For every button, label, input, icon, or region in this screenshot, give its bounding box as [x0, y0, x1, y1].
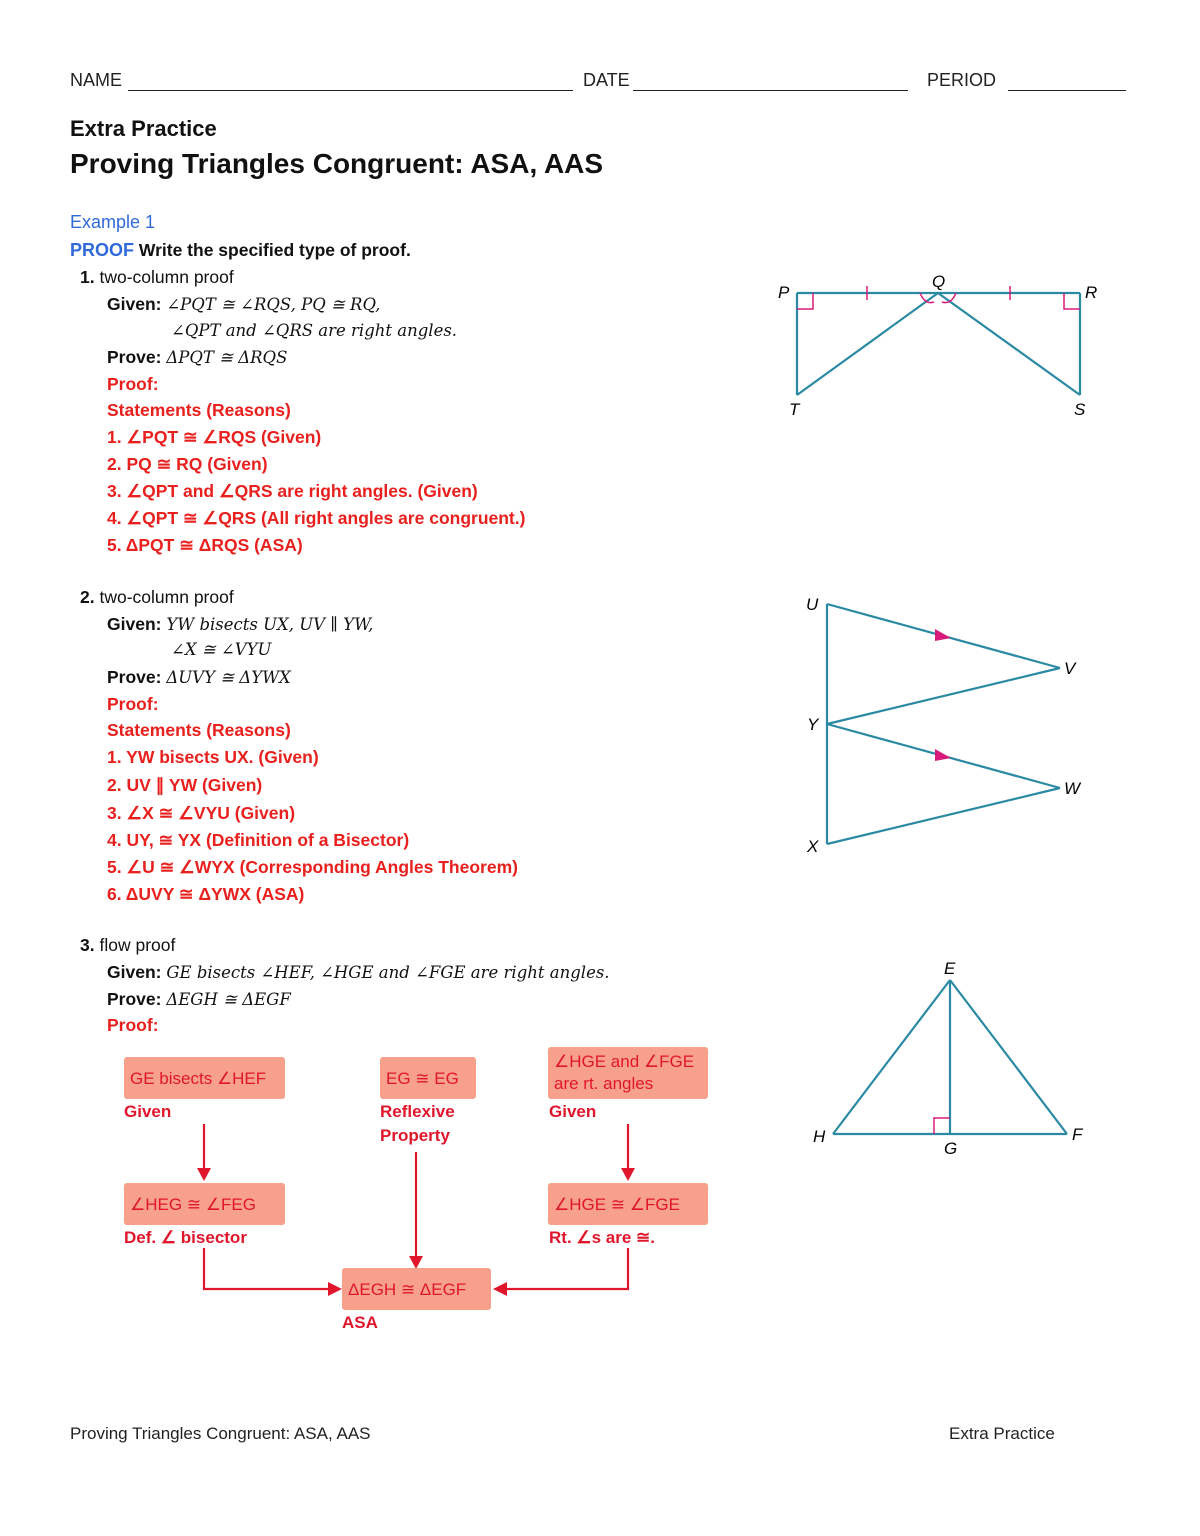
problem2-statement-4: 4. UY, ≅ YX (Definition of a Bisector): [107, 830, 410, 850]
page-subtitle: Extra Practice: [70, 116, 217, 141]
date-label: DATE: [583, 70, 630, 90]
flow-box-conclusion: ΔEGH ≅ ΔEGF: [342, 1268, 491, 1310]
problem2-type: two-column proof: [99, 587, 234, 607]
flow-reason-reflexive-line2: Property: [380, 1126, 450, 1145]
problem1-statement-1: 1. ∠PQT ≅ ∠RQS (Given): [107, 427, 322, 447]
vertex-label-u: U: [806, 595, 819, 614]
name-label: NAME: [70, 70, 123, 90]
problem3-type: flow proof: [99, 935, 176, 955]
footer-right: Extra Practice: [949, 1424, 1055, 1443]
problem3-number: 3.: [80, 935, 95, 955]
vertex-label-e: E: [944, 959, 956, 978]
vertex-label-h: H: [813, 1127, 826, 1146]
flow-box-right-angles-line1: ∠HGE and ∠FGE: [554, 1052, 695, 1071]
flow-reason-def-bisector: Def. ∠ bisector: [124, 1228, 247, 1247]
flow-reason-asa: ASA: [342, 1313, 378, 1332]
flow-box-right-angles-line2: are rt. angles: [554, 1074, 654, 1093]
vertex-label-v: V: [1064, 659, 1076, 678]
flow-reason-given-3: Given: [549, 1102, 597, 1121]
vertex-label-q: Q: [932, 272, 946, 291]
problem1-statement-5: 5. ΔPQT ≅ ΔRQS (ASA): [107, 535, 303, 555]
problem3-prove-statement: ΔEGH ≅ ΔEGF: [166, 990, 291, 1009]
flow-reason-given-1: Given: [124, 1102, 172, 1121]
problem2-statement-1: 1. YW bisects UX. (Given): [107, 747, 319, 767]
flow-box-angle-heg-feg: ∠HEG ≅ ∠FEG: [124, 1183, 285, 1225]
proof-keyword: PROOF: [70, 240, 135, 260]
problem1-prove-statement: ΔPQT ≅ ΔRQS: [166, 348, 288, 367]
period-label: PERIOD: [927, 70, 997, 90]
prove-label: Prove:: [107, 347, 162, 367]
flow-box-angle-hge-fge: ∠HGE ≅ ∠FGE: [548, 1183, 708, 1225]
vertex-label-t: T: [789, 400, 800, 419]
vertex-label-p: P: [778, 283, 790, 302]
problem2-statement-2: 2. UV ∥ YW (Given): [107, 775, 263, 795]
problem2-prove-statement: ΔUVY ≅ ΔYWX: [166, 668, 291, 687]
footer-left: Proving Triangles Congruent: ASA, AAS: [70, 1424, 371, 1443]
problem2-given-line2: ∠X ≅ ∠VYU: [171, 640, 272, 659]
vertex-label-r: R: [1085, 283, 1098, 302]
example-label: Example 1: [70, 212, 156, 232]
problem2-statement-6: 6. ΔUVY ≅ ΔYWX (ASA): [107, 884, 305, 904]
flow-reason-reflexive-line1: Reflexive: [380, 1102, 455, 1121]
instruction-text: Write the specified type of proof.: [138, 240, 411, 260]
problem1-number: 1.: [80, 267, 95, 287]
problem2-statement-3: 3. ∠X ≅ ∠VYU (Given): [107, 803, 296, 823]
problem1-statement-3: 3. ∠QPT and ∠QRS are right angles. (Given): [107, 481, 478, 501]
given-label: Given:: [107, 962, 162, 982]
flow-box-right-angles: [548, 1047, 708, 1099]
page-title: Proving Triangles Congruent: ASA, AAS: [70, 148, 604, 179]
problem1-statement-2: 2. PQ ≅ RQ (Given): [107, 454, 268, 474]
problem2-given-line1: YW bisects UX, UV ∥ YW,: [166, 615, 374, 634]
problem1-proof-label: Proof:: [107, 374, 159, 394]
vertex-label-w: W: [1064, 779, 1081, 798]
given-label: Given:: [107, 294, 162, 314]
problem2-proof-label: Proof:: [107, 694, 159, 714]
problem3-given-text: GE bisects ∠HEF, ∠HGE and ∠FGE are right angles.: [166, 963, 610, 982]
vertex-label-x: X: [807, 837, 819, 856]
problem1-type: two-column proof: [99, 267, 234, 287]
vertex-label-g: G: [944, 1139, 958, 1158]
problem2-statements-header: Statements (Reasons): [107, 720, 291, 740]
problem3-proof-label: Proof:: [107, 1015, 159, 1035]
flow-reason-reflexive: [380, 1100, 455, 1148]
problem1-statements-header: Statements (Reasons): [107, 400, 291, 420]
problem2-statement-5: 5. ∠U ≅ ∠WYX (Corresponding Angles Theorem): [107, 857, 518, 877]
prove-label: Prove:: [107, 989, 162, 1009]
prove-label: Prove:: [107, 667, 162, 687]
vertex-label-s: S: [1074, 400, 1086, 419]
vertex-label-f: F: [1072, 1125, 1083, 1144]
flow-reason-rt-angles: Rt. ∠s are ≅.: [549, 1228, 656, 1247]
problem1-given-line1: ∠PQT ≅ ∠RQS, PQ ≅ RQ,: [166, 295, 381, 314]
flow-box-reflexive: EG ≅ EG: [380, 1057, 476, 1099]
vertex-label-y: Y: [807, 715, 819, 734]
given-label: Given:: [107, 614, 162, 634]
problem1-given-line2: ∠QPT and ∠QRS are right angles.: [171, 321, 458, 340]
problem2-number: 2.: [80, 587, 95, 607]
flow-box-bisects: GE bisects ∠HEF: [124, 1057, 285, 1099]
problem1-statement-4: 4. ∠QPT ≅ ∠QRS (All right angles are congruent.): [107, 508, 526, 528]
figure-triangle-ehf: [805, 950, 1105, 1170]
